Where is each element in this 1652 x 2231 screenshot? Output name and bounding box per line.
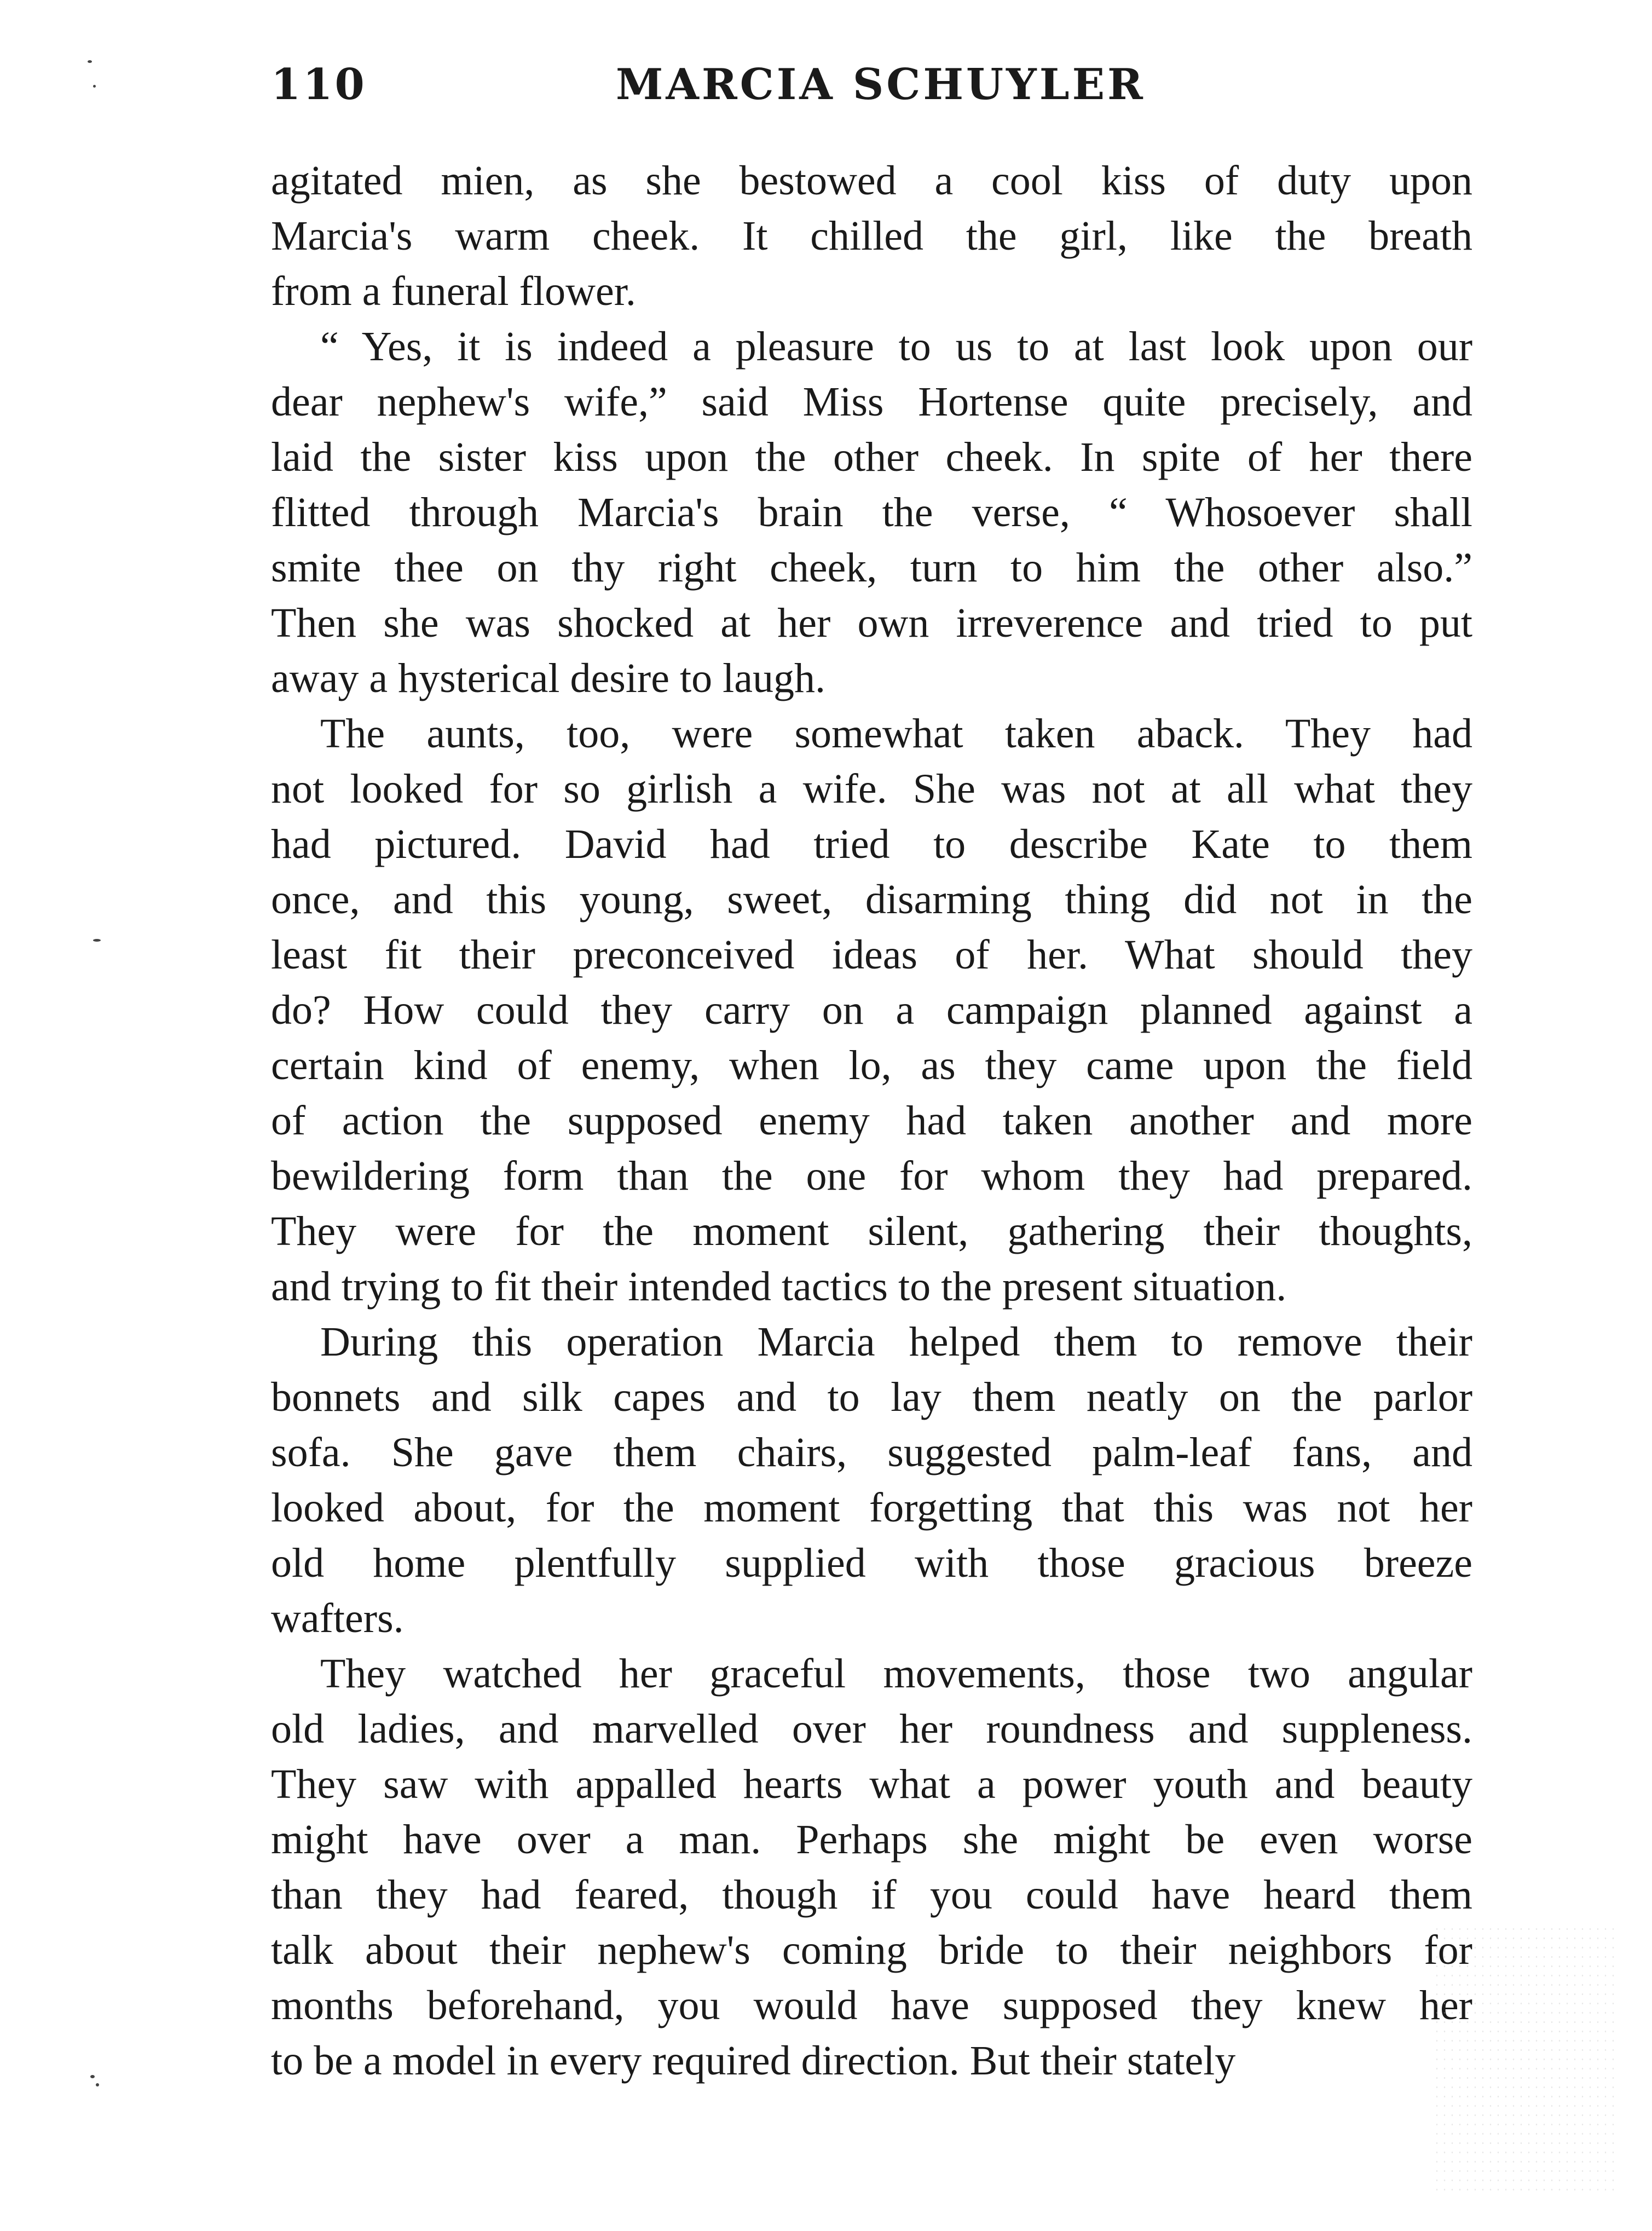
text-line: talk about their nephew's coming bride to their neighbors for — [271, 1927, 1472, 1973]
text-line: might have over a man. Perhaps she might be even worse — [271, 1817, 1472, 1863]
text-line: laid the sister kiss upon the other cheek. In spite of her there — [271, 434, 1472, 480]
text-line: They watched her graceful movements, those two angular — [320, 1651, 1472, 1697]
text-line: old home plentfully supplied with those gracious breeze — [271, 1540, 1472, 1586]
text-line: agitated mien, as she bestowed a cool kiss of duty upon — [271, 158, 1472, 204]
text-line: looked about, for the moment forgetting that this was not her — [271, 1485, 1472, 1531]
text-line: had pictured. David had tried to describe Kate to them — [271, 821, 1472, 867]
text-line: certain kind of enemy, when lo, as they came upon the field — [271, 1042, 1472, 1088]
text-line: During this operation Marcia helped them to remove their — [320, 1319, 1472, 1365]
page-number: 110 — [271, 60, 367, 109]
print-speck — [96, 2083, 99, 2086]
text-line: Marcia's warm cheek. It chilled the girl, like the breath — [271, 213, 1472, 259]
text-line: to be a model in every required direction. But their stately — [271, 2038, 1236, 2084]
text-line: Then she was shocked at her own irreverence and tried to put — [271, 600, 1472, 646]
text-line: not looked for so girlish a wife. She was not at all what they — [271, 766, 1472, 812]
text-line: sofa. She gave them chairs, suggested palm-leaf fans, and — [271, 1429, 1472, 1475]
text-line: and trying to fit their intended tactics to the present situation. — [271, 1264, 1287, 1310]
text-line: of action the supposed enemy had taken another and more — [271, 1098, 1472, 1144]
text-line: They were for the moment silent, gathering their thoughts, — [271, 1208, 1472, 1254]
text-line: “ Yes, it is indeed a pleasure to us to at last look upon our — [320, 324, 1472, 370]
print-speck — [90, 2075, 95, 2078]
paper-noise — [1433, 1924, 1619, 2198]
print-speck — [93, 939, 101, 942]
text-line: once, and this young, sweet, disarming thing did not in the — [271, 877, 1472, 923]
running-title: MARCIA SCHUYLER — [616, 60, 1146, 109]
print-speck — [93, 85, 96, 88]
text-line: do? How could they carry on a campaign planned against a — [271, 987, 1472, 1033]
text-line: smite thee on thy right cheek, turn to him the other also.” — [271, 545, 1472, 591]
print-speck — [88, 60, 92, 63]
text-line: least fit their preconceived ideas of her. What should they — [271, 932, 1472, 978]
text-line: They saw with appalled hearts what a power youth and beauty — [271, 1761, 1472, 1807]
text-line: bonnets and silk capes and to lay them neatly on the parlor — [271, 1374, 1472, 1420]
text-line: The aunts, too, were somewhat taken aback. They had — [320, 711, 1472, 757]
text-line: bewildering form than the one for whom they had prepared. — [271, 1153, 1472, 1199]
text-line: dear nephew's wife,” said Miss Hortense quite precisely, and — [271, 379, 1472, 425]
body-text — [271, 153, 1472, 2089]
text-line: wafters. — [271, 1595, 404, 1641]
text-line: than they had feared, though if you could have heard them — [271, 1872, 1472, 1918]
text-line: flitted through Marcia's brain the verse, “ Whosoever shall — [271, 489, 1472, 535]
page-header — [271, 55, 1475, 115]
text-line: old ladies, and marvelled over her roundness and suppleness. — [271, 1706, 1472, 1752]
text-line: from a funeral flower. — [271, 268, 636, 314]
text-line: months beforehand, you would have supposed they knew her — [271, 1982, 1472, 2028]
text-line: away a hysterical desire to laugh. — [271, 655, 825, 701]
